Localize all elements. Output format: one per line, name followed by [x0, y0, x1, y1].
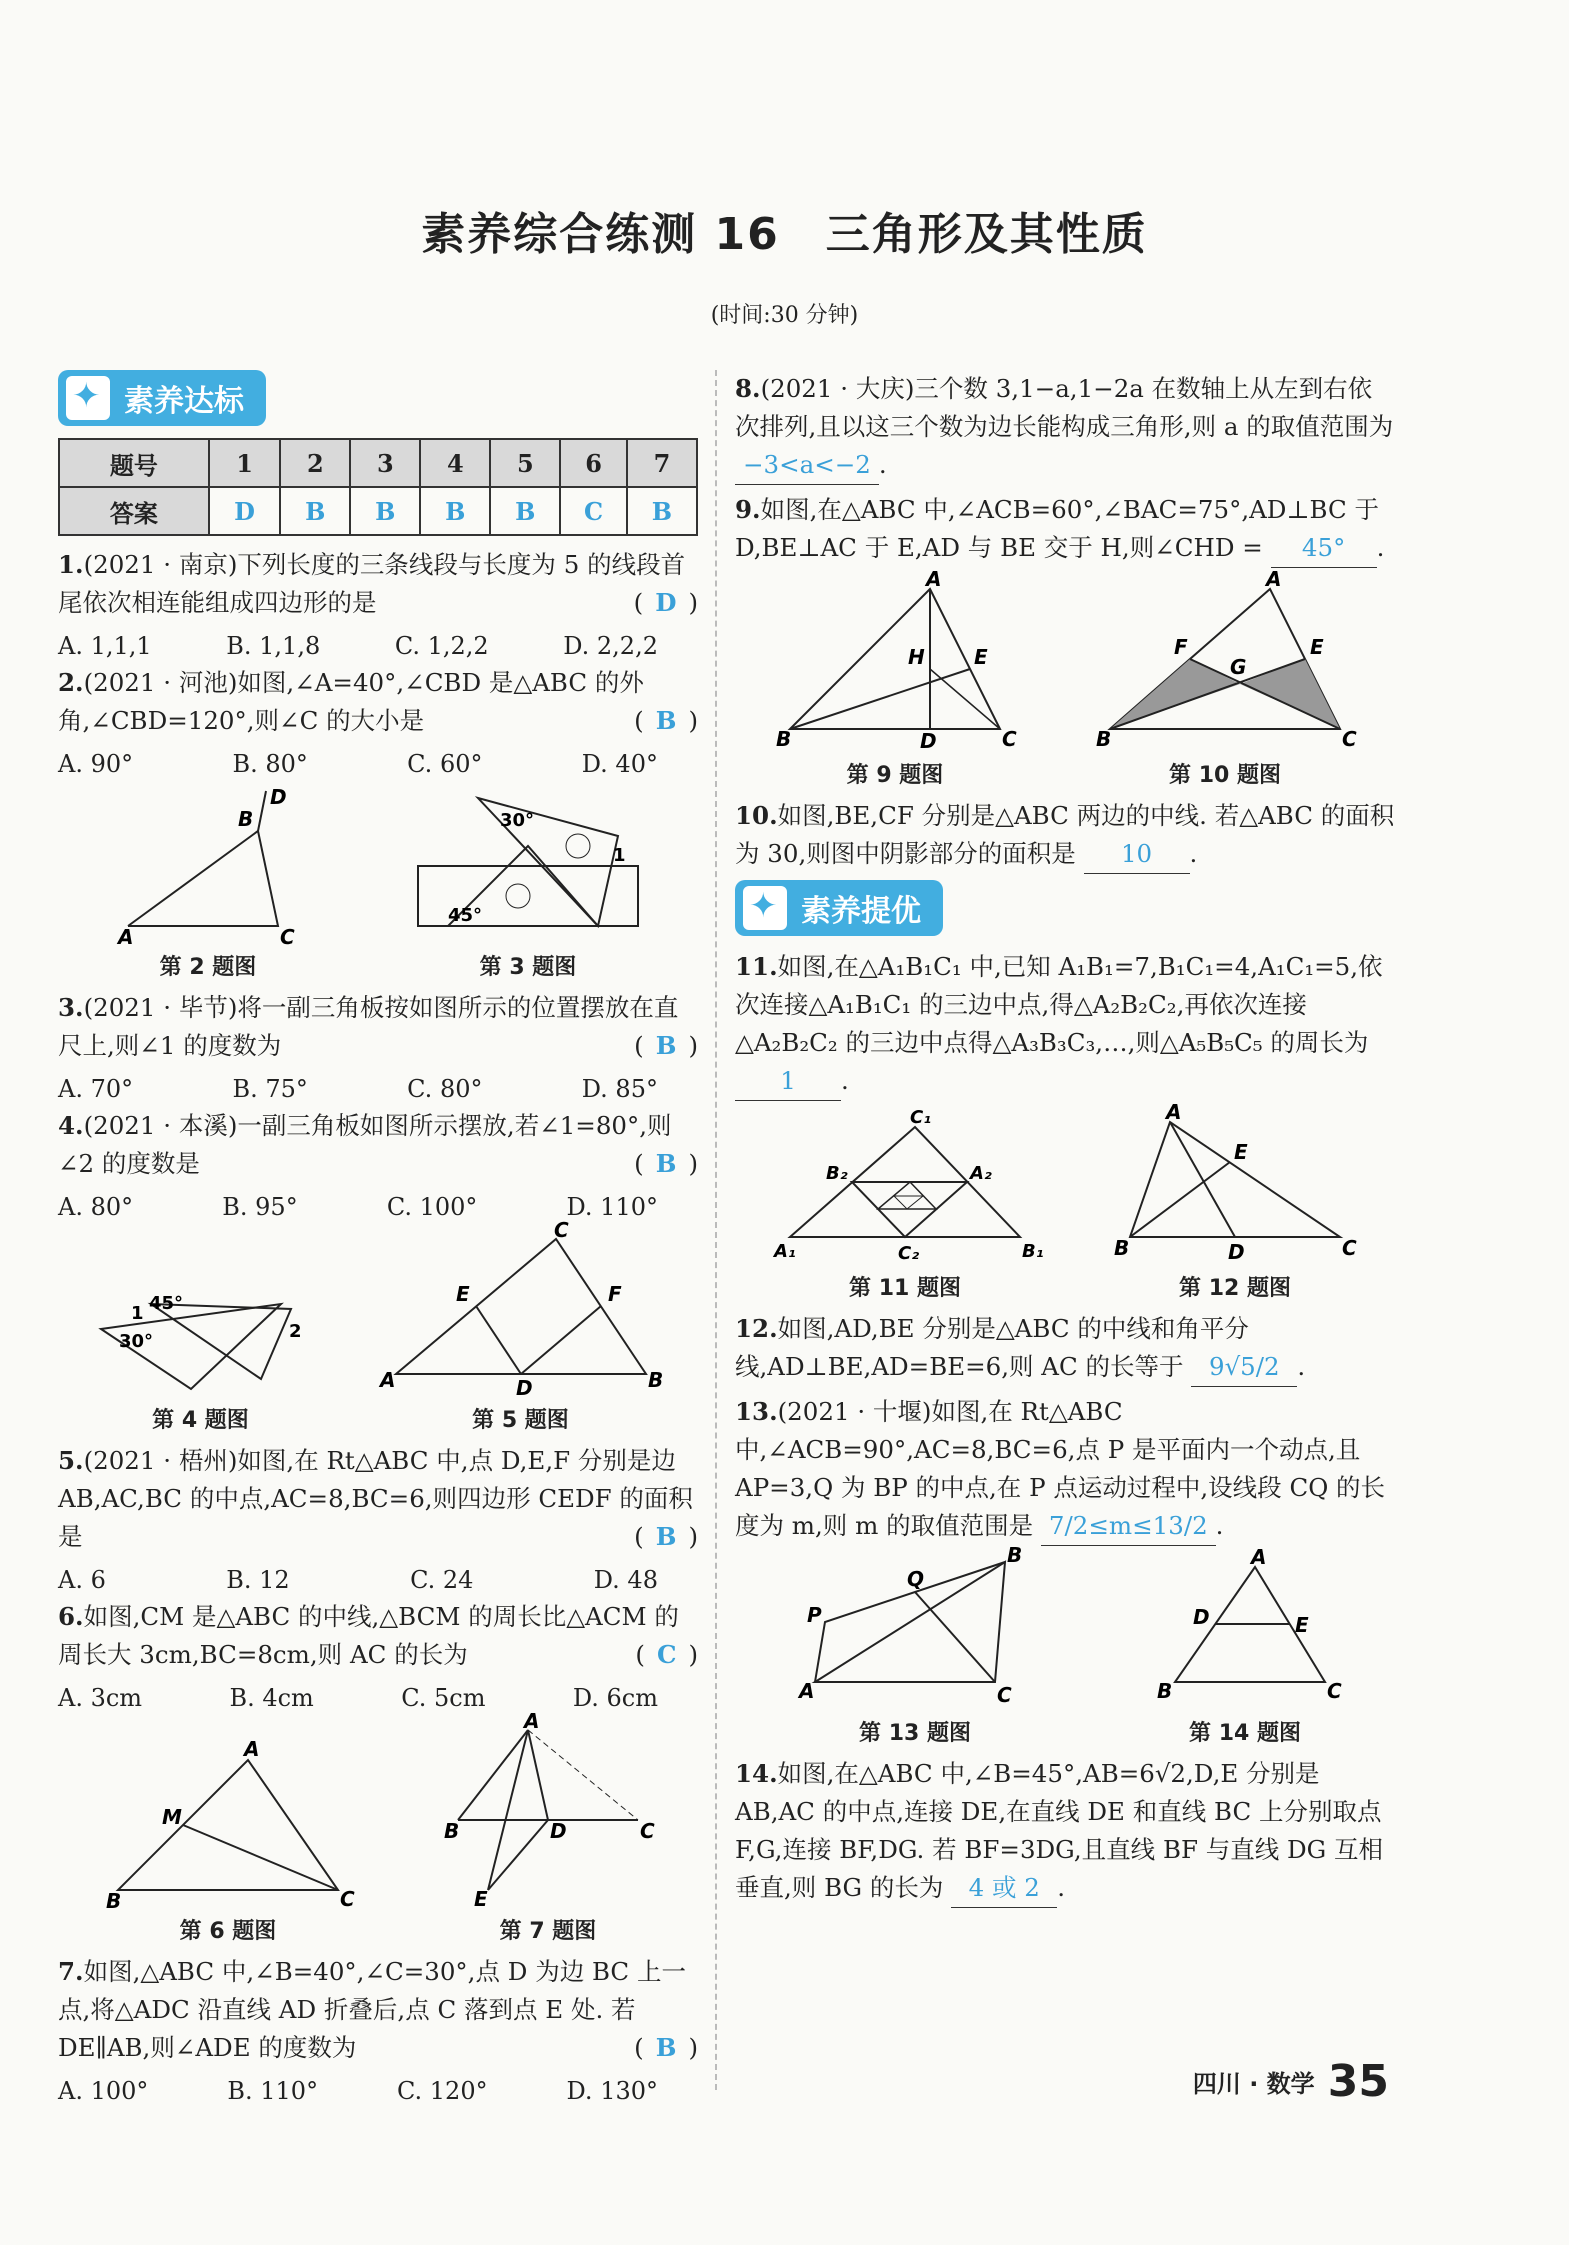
- svg-text:2: 2: [288, 1321, 302, 1342]
- figure-2: A B C D 第 2 题图: [108, 786, 308, 981]
- section-star-icon: [743, 886, 787, 930]
- svg-text:C: C: [553, 1218, 569, 1242]
- svg-text:B: B: [1096, 727, 1112, 751]
- median-triangle-diagram: [98, 1737, 358, 1913]
- svg-text:A: A: [926, 567, 942, 591]
- question-5: 5.(2021 · 梧州)如图,在 Rt△ABC 中,点 D,E,F 分别是边 AB,AC,BC 的中点,AC=8,BC=6,则四边形 CEDF 的面积是 ( B ): [58, 1446, 698, 1551]
- answer-table-num: 4: [420, 439, 490, 487]
- svg-text:C: C: [280, 925, 295, 949]
- options-q7: A. 100° B. 110° C. 120° D. 130°: [58, 2077, 658, 2105]
- svg-text:B₁: B₁: [1022, 1241, 1044, 1262]
- svg-text:Q: Q: [907, 1567, 925, 1591]
- figure-9: A B C D E H 第 9 题图: [770, 574, 1020, 789]
- question-8: 8.(2021 · 大庆)三个数 3,1−a,1−2a 在数轴上从左到右依次排列,且以这三个数为边长能构成三角形,则 a 的取值范围为 −3<a<−2 .: [735, 370, 1395, 485]
- answer-table-num: 1: [209, 439, 280, 487]
- svg-text:H: H: [908, 645, 925, 669]
- options-q2: A. 90° B. 80° C. 60° D. 40°: [58, 750, 658, 778]
- svg-text:B: B: [647, 1368, 663, 1392]
- fill-answer: 7/2≤m≤13/2: [1041, 1507, 1216, 1546]
- section-header-advanced: ✦ 素养提优: [735, 880, 943, 936]
- svg-text:A: A: [379, 1368, 395, 1392]
- answer-table-num: 3: [350, 439, 420, 487]
- column-divider: [715, 370, 717, 2090]
- footer-subject: 四川 · 数学: [1192, 2070, 1315, 2098]
- svg-text:C: C: [1342, 1236, 1357, 1260]
- svg-text:B: B: [776, 727, 792, 751]
- options-q3: A. 70° B. 75° C. 80° D. 85°: [58, 1075, 658, 1103]
- svg-text:C: C: [1327, 1679, 1342, 1703]
- section-star-icon: [66, 376, 110, 420]
- svg-text:C₂: C₂: [898, 1243, 920, 1264]
- question-11: 11.如图,在△A₁B₁C₁ 中,已知 A₁B₁=7,B₁C₁=4,A₁C₁=5,依次连接△A₁B₁C₁ 的三边中点,得△A₂B₂C₂,再依次连接△A₂B₂C₂ 的三边中点得△A₃B₃C₃,…,则△A₅B₅C₅ 的周长为 1 .: [735, 948, 1395, 1101]
- nested-midpoint-triangles-diagram: [770, 1107, 1044, 1267]
- options-q5: A. 6 B. 12 C. 24 D. 48: [58, 1566, 658, 1594]
- svg-text:B: B: [1114, 1236, 1130, 1260]
- svg-text:A: A: [1251, 1545, 1267, 1569]
- answer-table-num: 5: [490, 439, 560, 487]
- altitudes-diagram: [770, 567, 1020, 754]
- svg-text:D: D: [1193, 1605, 1210, 1629]
- svg-text:D: D: [515, 1376, 533, 1400]
- question-1: 1.(2021 · 南京)下列长度的三条线段与长度为 5 的线段首尾依次相连能组成四边形的是 ( D ): [58, 550, 698, 617]
- question-3: 3.(2021 · 毕节)将一副三角板按如图所示的位置摆放在直尺上,则∠1 的度数为 ( B ): [58, 993, 698, 1060]
- answer-table-num: 6: [560, 439, 627, 487]
- options-q6: A. 3cm B. 4cm C. 5cm D. 6cm: [58, 1684, 658, 1712]
- answer-cell: C: [560, 487, 627, 535]
- moving-point-diagram: [785, 1543, 1045, 1712]
- svg-text:F: F: [607, 1282, 622, 1306]
- question-4: 4.(2021 · 本溪)一副三角板如图所示摆放,若∠1=80°,则∠2 的度数是 ( B ): [58, 1111, 698, 1178]
- svg-text:30°: 30°: [500, 810, 535, 831]
- choice-answer: B: [655, 1149, 677, 1178]
- svg-text:B: B: [1157, 1679, 1173, 1703]
- choice-answer: B: [655, 1522, 677, 1551]
- svg-text:B: B: [1007, 1543, 1023, 1567]
- svg-text:C₁: C₁: [910, 1107, 932, 1128]
- svg-text:A: A: [524, 1709, 540, 1733]
- question-6: 6.如图,CM 是△ABC 的中线,△BCM 的周长比△ACM 的周长大 3cm,BC=8cm,则 AC 的长为 ( C ): [58, 1602, 698, 1669]
- svg-text:F: F: [1174, 635, 1188, 659]
- svg-text:B₂: B₂: [826, 1163, 848, 1184]
- figure-4: 1 45° 30° 2 第 4 题图: [91, 1249, 311, 1434]
- figure-5: A B C D E F 第 5 题图: [376, 1229, 666, 1434]
- svg-text:1: 1: [130, 1303, 144, 1324]
- svg-text:E: E: [1310, 635, 1324, 659]
- fill-answer: 45°: [1271, 529, 1377, 568]
- ruler-triangles-diagram: [408, 786, 648, 946]
- midsegment-diagram: [1145, 1545, 1345, 1712]
- answer-cell: D: [209, 487, 280, 535]
- section-header-basic: ✦ 素养达标: [58, 370, 266, 426]
- choice-answer: B: [655, 2033, 677, 2062]
- figure-11: C₁ A₁ B₁ B₂ A₂ C₂ 第 11 题图: [770, 1107, 1040, 1302]
- svg-text:B: B: [238, 807, 254, 831]
- answer-cell: B: [280, 487, 350, 535]
- svg-text:D: D: [1228, 1240, 1245, 1264]
- triangle-diagram: [108, 785, 308, 949]
- svg-text:C: C: [340, 1887, 355, 1911]
- svg-text:1: 1: [613, 845, 626, 866]
- svg-text:B: B: [444, 1819, 460, 1843]
- median-bisector-diagram: [1110, 1100, 1360, 1267]
- choice-answer: C: [656, 1640, 677, 1669]
- fill-answer: 9√5/2: [1191, 1348, 1297, 1387]
- left-column: [58, 370, 698, 2109]
- answer-table-header: 答案: [59, 487, 209, 535]
- question-13: 13.(2021 · 十堰)如图,在 Rt△ABC 中,∠ACB=90°,AC=8,BC=6,点 P 是平面内一个动点,且 AP=3,Q 为 BP 的中点,在 P 点运动过程中,设线段 CQ 的长度为 m,则 m 的取值范围是 7/2≤m≤13/2 .: [735, 1393, 1395, 1546]
- answer-table: [58, 438, 698, 536]
- fold-triangle-diagram: [438, 1709, 658, 1911]
- svg-text:D: D: [270, 785, 287, 809]
- question-14: 14.如图,在△ABC 中,∠B=45°,AB=6√2,D,E 分别是 AB,AC 的中点,连接 DE,在直线 DE 和直线 BC 上分别取点 F,G,连接 BF,DG. 若 BF=3DG,且直线 BF 与直线 DG 互相垂直,则 BG 的长为 4 或 2 .: [735, 1755, 1395, 1908]
- figure-3: 30° 45° 1 第 3 题图: [408, 786, 648, 981]
- answer-table-num: 2: [280, 439, 350, 487]
- figure-7: A B C D E 第 7 题图: [438, 1720, 658, 1945]
- question-10: 10.如图,BE,CF 分别是△ABC 两边的中线. 若△ABC 的面积为 30,则图中阴影部分的面积是 10 .: [735, 797, 1395, 874]
- svg-text:E: E: [1234, 1140, 1248, 1164]
- svg-text:45°: 45°: [148, 1293, 183, 1314]
- fill-answer: 10: [1084, 835, 1190, 874]
- choice-answer: B: [655, 1031, 677, 1060]
- svg-text:A: A: [118, 925, 134, 949]
- page-title: 素养综合练测 16 三角形及其性质: [421, 209, 1148, 260]
- right-triangle-midpoints-diagram: [376, 1218, 666, 1400]
- svg-text:C: C: [997, 1683, 1012, 1707]
- answer-cell: B: [350, 487, 420, 535]
- fill-answer: 4 或 2: [951, 1869, 1057, 1908]
- fill-answer: 1: [735, 1062, 841, 1101]
- question-7: 7.如图,△ABC 中,∠B=40°,∠C=30°,点 D 为边 BC 上一点,将△ADC 沿直线 AD 折叠后,点 C 落到点 E 处. 若 DE∥AB,则∠ADE 的度数为 ( B ): [58, 1957, 698, 2062]
- svg-text:C: C: [1002, 727, 1017, 751]
- svg-text:A: A: [799, 1679, 815, 1703]
- answer-cell: B: [490, 487, 560, 535]
- svg-text:B: B: [106, 1889, 122, 1913]
- svg-text:A₁: A₁: [774, 1241, 796, 1262]
- figure-10: A B C F G E 第 10 题图: [1090, 574, 1360, 789]
- figure-12: A B C D E 第 12 题图: [1110, 1107, 1360, 1302]
- question-12: 12.如图,AD,BE 分别是△ABC 的中线和角平分线,AD⊥BE,AD=BE=6,则 AC 的长等于 9√5/2 .: [735, 1310, 1395, 1387]
- svg-text:G: G: [1230, 655, 1247, 679]
- figure-6: B C A M 第 6 题图: [98, 1740, 358, 1945]
- svg-text:D: D: [920, 729, 937, 753]
- page-footer: [1193, 2056, 1389, 2107]
- options-q4: A. 80° B. 95° C. 100° D. 110°: [58, 1193, 658, 1221]
- shaded-medians-diagram: [1090, 567, 1360, 754]
- svg-text:A₂: A₂: [970, 1163, 992, 1184]
- page-number: 35: [1327, 2056, 1389, 2107]
- choice-answer: B: [655, 706, 677, 735]
- answer-table-num: 7: [627, 439, 697, 487]
- question-9: 9.如图,在△ABC 中,∠ACB=60°,∠BAC=75°,AD⊥BC 于 D,BE⊥AC 于 E,AD 与 BE 交于 H,则∠CHD = 45° .: [735, 491, 1395, 568]
- svg-text:E: E: [474, 1887, 488, 1911]
- svg-text:45°: 45°: [448, 905, 483, 926]
- svg-text:E: E: [455, 1282, 470, 1306]
- figure-14: A B C D E 第 14 题图: [1145, 1552, 1345, 1747]
- time-note: (时间:30 分钟): [710, 303, 859, 328]
- svg-text:P: P: [807, 1603, 822, 1627]
- choice-answer: D: [655, 588, 677, 617]
- answer-table-header: 题号: [59, 439, 209, 487]
- svg-text:E: E: [974, 645, 988, 669]
- svg-text:A: A: [244, 1737, 260, 1761]
- svg-text:M: M: [162, 1805, 182, 1829]
- set-squares-diagram: [91, 1249, 311, 1399]
- svg-text:E: E: [1295, 1613, 1309, 1637]
- svg-text:C: C: [640, 1819, 655, 1843]
- fill-answer: −3<a<−2: [735, 446, 879, 485]
- svg-text:A: A: [1266, 567, 1282, 591]
- right-column: [735, 370, 1395, 1914]
- svg-text:30°: 30°: [118, 1331, 153, 1352]
- answer-cell: B: [420, 487, 490, 535]
- figure-13: A B C P Q 第 13 题图: [785, 1552, 1045, 1747]
- question-2: 2.(2021 · 河池)如图,∠A=40°,∠CBD 是△ABC 的外角,∠CBD=120°,则∠C 的大小是 ( B ): [58, 668, 698, 735]
- answer-cell: B: [627, 487, 697, 535]
- svg-text:A: A: [1166, 1100, 1182, 1124]
- options-q1: A. 1,1,1 B. 1,1,8 C. 1,2,2 D. 2,2,2: [58, 632, 658, 660]
- svg-text:D: D: [550, 1819, 567, 1843]
- svg-text:C: C: [1342, 727, 1357, 751]
